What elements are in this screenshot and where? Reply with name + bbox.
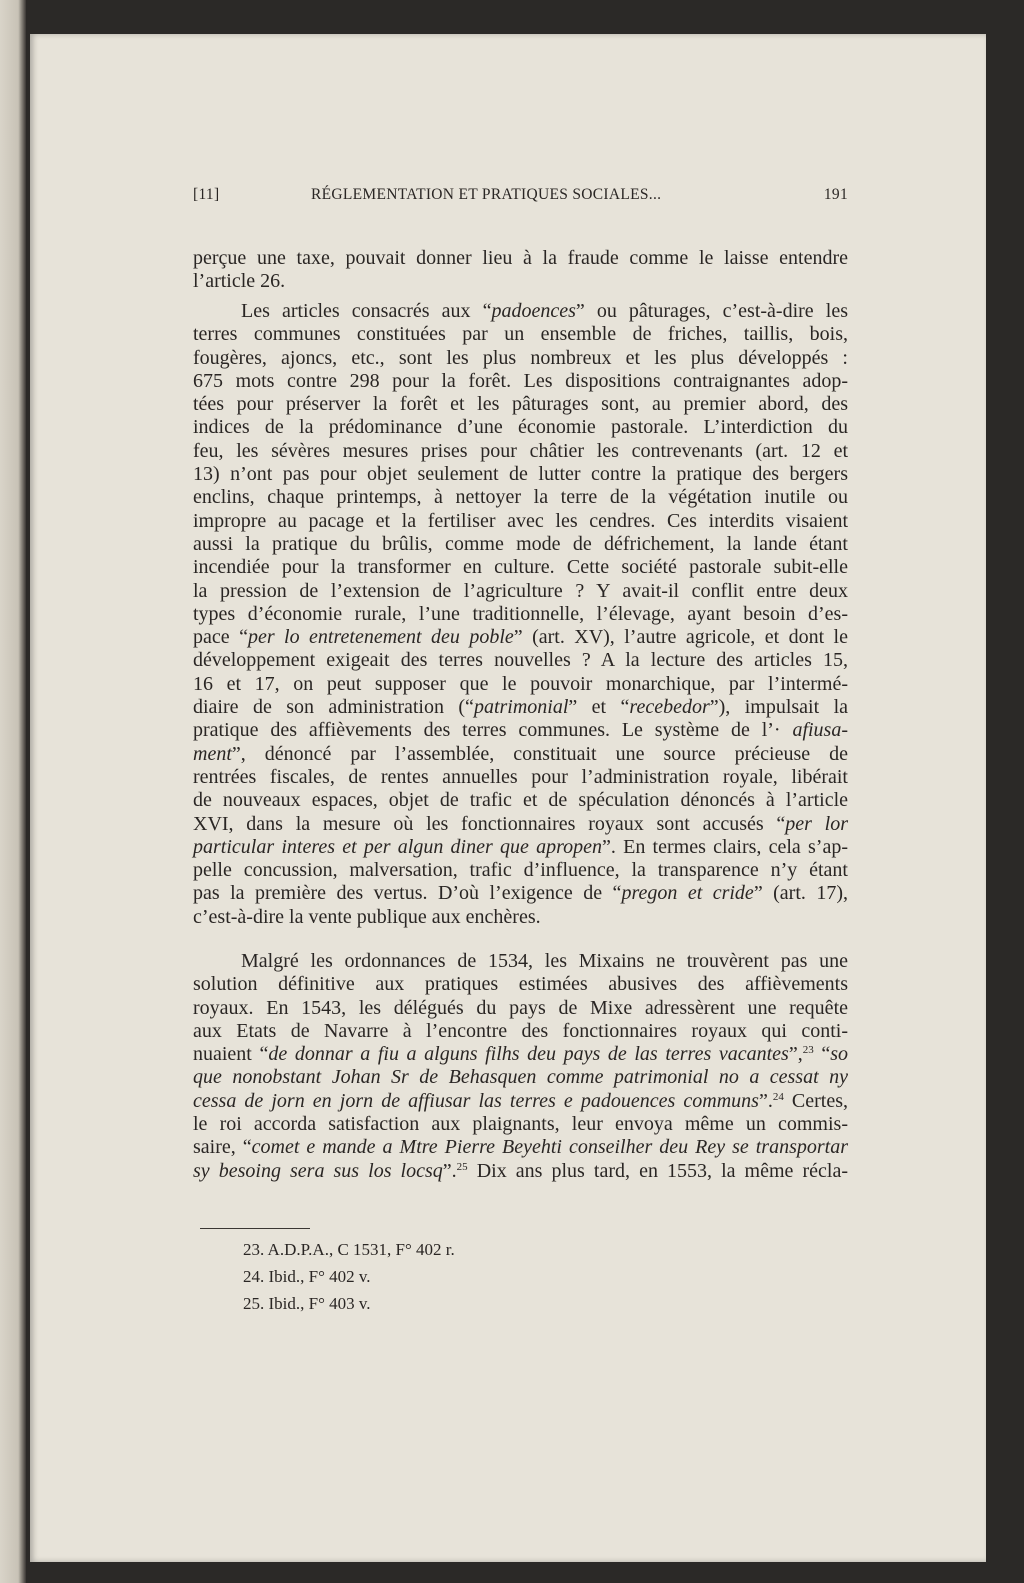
- text-line: [193, 649, 848, 672]
- footnote-ref: 24: [772, 1090, 784, 1103]
- paragraph-3: [193, 950, 848, 1183]
- text: Malgré les ordonnances de 1534, les Mixains ne trouvèrent pas une: [241, 950, 848, 972]
- italic-quote: sy besoing sera sus los locsq: [193, 1159, 443, 1182]
- text-line: [193, 1066, 848, 1089]
- paragraph-1: [193, 247, 848, 294]
- text: solution définitive aux pratiques estimées abusives des affièvements: [193, 973, 848, 996]
- text-line: [193, 440, 848, 463]
- text-line: [193, 370, 848, 393]
- text-line: [193, 247, 848, 270]
- text-line: [193, 836, 848, 859]
- text: rentrées fiscales, de rentes annuelles pour l’administration royale, libérait: [193, 765, 848, 788]
- text: aussi la pratique du brûlis, comme mode de défrichement, la lande étant: [193, 532, 848, 555]
- italic-quote: patrimonial: [473, 696, 569, 719]
- text-line: [193, 789, 848, 812]
- text-line: [193, 270, 848, 293]
- italic-quote: per lor: [785, 812, 849, 835]
- running-title: RÉGLEMENTATION ET PRATIQUES SOCIALES...: [311, 186, 662, 203]
- italic-quote: ment: [193, 742, 232, 765]
- text-line: [193, 1020, 848, 1043]
- text: ” ou pâturages, c’est-à-dire les: [575, 300, 848, 322]
- text: développement exigeait des terres nouvelles ? A la lecture des articles 15,: [193, 649, 848, 672]
- text: XVI, dans la mesure où les fonctionnaires royaux sont accusés “: [193, 812, 786, 835]
- text-line: [193, 580, 848, 603]
- text-line: [193, 463, 848, 486]
- footnote-25: 25. Ibid., F° 403 v.: [243, 1294, 371, 1313]
- page-number: 191: [823, 186, 848, 203]
- text-line: [193, 1136, 848, 1159]
- text: indices de la prédominance d’une économie pastorale. L’interdiction du: [193, 416, 848, 439]
- previous-page-edge: [0, 0, 26, 1583]
- text-line: [193, 1090, 848, 1113]
- footnote-23: 23. A.D.P.A., C 1531, F° 402 r.: [243, 1240, 455, 1259]
- italic-quote: particular interes et per algun diner que apropen: [193, 835, 603, 858]
- text-line: [193, 533, 848, 556]
- text-line: [193, 696, 848, 719]
- text: pace “: [193, 626, 248, 649]
- text: royaux. En 1543, les délégués du pays de Mixe adressèrent une requête: [193, 996, 848, 1019]
- text-line: [193, 393, 848, 416]
- text: le roi accorda satisfaction aux plaignants, leur envoya même un commis-: [193, 1113, 848, 1136]
- text: pelle concussion, malversation, trafic d’influence, la transparence n’y étant: [193, 859, 848, 882]
- text-line: [193, 973, 848, 996]
- text: types d’économie rurale, l’une traditionnelle, l’élevage, ayant besoin d’es-: [193, 602, 848, 625]
- text: 13) n’ont pas pour objet seulement de lutter contre la pratique des bergers: [193, 463, 848, 486]
- text-line: [193, 1043, 848, 1066]
- text: incendiée pour la transformer en culture. Cette société pastorale subit-elle: [193, 556, 848, 579]
- text: terres communes constituées par un ensemble de friches, taillis, bois,: [193, 323, 848, 346]
- text-line: [193, 347, 848, 370]
- text: nuaient “: [193, 1043, 269, 1066]
- text: de nouveaux espaces, objet de trafic et de spéculation dénoncés à l’article: [193, 789, 848, 812]
- text-line: [193, 882, 848, 905]
- text-line: [193, 556, 848, 579]
- italic-quote: padoences: [491, 300, 576, 322]
- footnote-ref: 23: [802, 1044, 814, 1057]
- text: ”,: [788, 1043, 803, 1066]
- text-line: [193, 673, 848, 696]
- text: ” (art. XV), l’autre agricole, et dont le: [513, 626, 848, 649]
- italic-quote: pregon et cride: [621, 882, 754, 905]
- paragraph-2: [193, 300, 848, 929]
- text-line: [193, 859, 848, 882]
- text: ”, dénoncé par l’assemblée, constituait une source précieuse de: [231, 742, 848, 765]
- text: tées pour préserver la forêt et les pâturages sont, au premier abord, des: [193, 393, 848, 416]
- text: enclins, chaque printemps, à nettoyer la terre de la végétation inutile ou: [193, 486, 848, 509]
- text: ” (art. 17),: [753, 882, 849, 905]
- text: pas la première des vertus. D’où l’exigence de “: [193, 882, 622, 905]
- italic-quote: comet e mande a Mtre Pierre Beyehti conseilher deu Rey se transportar: [251, 1136, 848, 1159]
- text: fougères, ajoncs, etc., sont les plus nombreux et les plus développés :: [193, 346, 848, 369]
- text: ” et “: [568, 696, 630, 719]
- text: ”. En termes clairs, cela s’ap-: [602, 835, 848, 858]
- section-number: [11]: [193, 186, 220, 203]
- text-line: [193, 766, 848, 789]
- text: feu, les sévères mesures prises pour châtier les contrevenants (art. 12 et: [193, 439, 848, 462]
- text-line: [193, 906, 848, 929]
- text: aux Etats de Navarre à l’encontre des fonctionnaires royaux qui conti-: [193, 1019, 848, 1042]
- text: 16 et 17, on peut supposer que le pouvoir monarchique, par l’intermé-: [193, 672, 848, 695]
- footnote-ref: 25: [456, 1160, 468, 1173]
- text-line: [193, 1160, 848, 1183]
- italic-quote: recebedor: [629, 696, 710, 719]
- text-line: [193, 416, 848, 439]
- footnotes: [243, 1236, 455, 1317]
- footnote-24: 24. Ibid., F° 402 v.: [243, 1267, 371, 1286]
- text: saire, “: [193, 1136, 252, 1159]
- text-line: [193, 950, 848, 973]
- text-line: [193, 997, 848, 1020]
- text: c’est-à-dire la vente publique aux enchères.: [193, 905, 541, 928]
- text: la pression de l’extension de l’agriculture ? Y avait-il conflit entre deux: [193, 579, 848, 602]
- text-line: [193, 510, 848, 533]
- text-line: [193, 813, 848, 836]
- italic-quote: so: [830, 1043, 848, 1066]
- text-line: [193, 719, 848, 742]
- text: “: [813, 1043, 831, 1066]
- text: Certes,: [783, 1089, 849, 1112]
- text-line: [193, 323, 848, 346]
- text: 675 mots contre 298 pour la forêt. Les dispositions contraignantes adop-: [193, 369, 848, 392]
- text: Les articles consacrés aux “: [241, 300, 492, 322]
- text: l’article 26.: [193, 270, 286, 293]
- text: Dix ans plus tard, en 1553, la même récla-: [467, 1159, 848, 1182]
- text: diaire de son administration (“: [193, 696, 474, 719]
- italic-quote: de donnar a fiu a alguns filhs deu pays de las terres vacantes: [268, 1043, 789, 1066]
- italic-quote: cessa de jorn en jorn de affiusar las terres e padouences communs: [193, 1089, 759, 1112]
- text-line: [193, 1113, 848, 1136]
- text-line: [193, 626, 848, 649]
- text-line: [193, 603, 848, 626]
- text: ”.: [442, 1159, 457, 1182]
- italic-quote: que nonobstant Johan Sr de Behasquen comme patrimonial no a cessat ny: [193, 1066, 848, 1089]
- text-line: [193, 300, 848, 323]
- text-line: [193, 743, 848, 766]
- text: pratique des affièvements des terres communes. Le système de l’·: [193, 719, 793, 742]
- italic-quote: per lo entretenement deu poble: [247, 626, 514, 649]
- text: ”), impulsait la: [709, 696, 849, 719]
- text: impropre au pacage et la fertiliser avec les cendres. Ces interdits visaient: [193, 509, 848, 532]
- text: ”.: [758, 1089, 773, 1112]
- text: perçue une taxe, pouvait donner lieu à la fraude comme le laisse entendre: [193, 247, 848, 269]
- text-line: [193, 486, 848, 509]
- italic-quote: afiusa-: [792, 719, 848, 742]
- footnote-divider: [200, 1228, 310, 1229]
